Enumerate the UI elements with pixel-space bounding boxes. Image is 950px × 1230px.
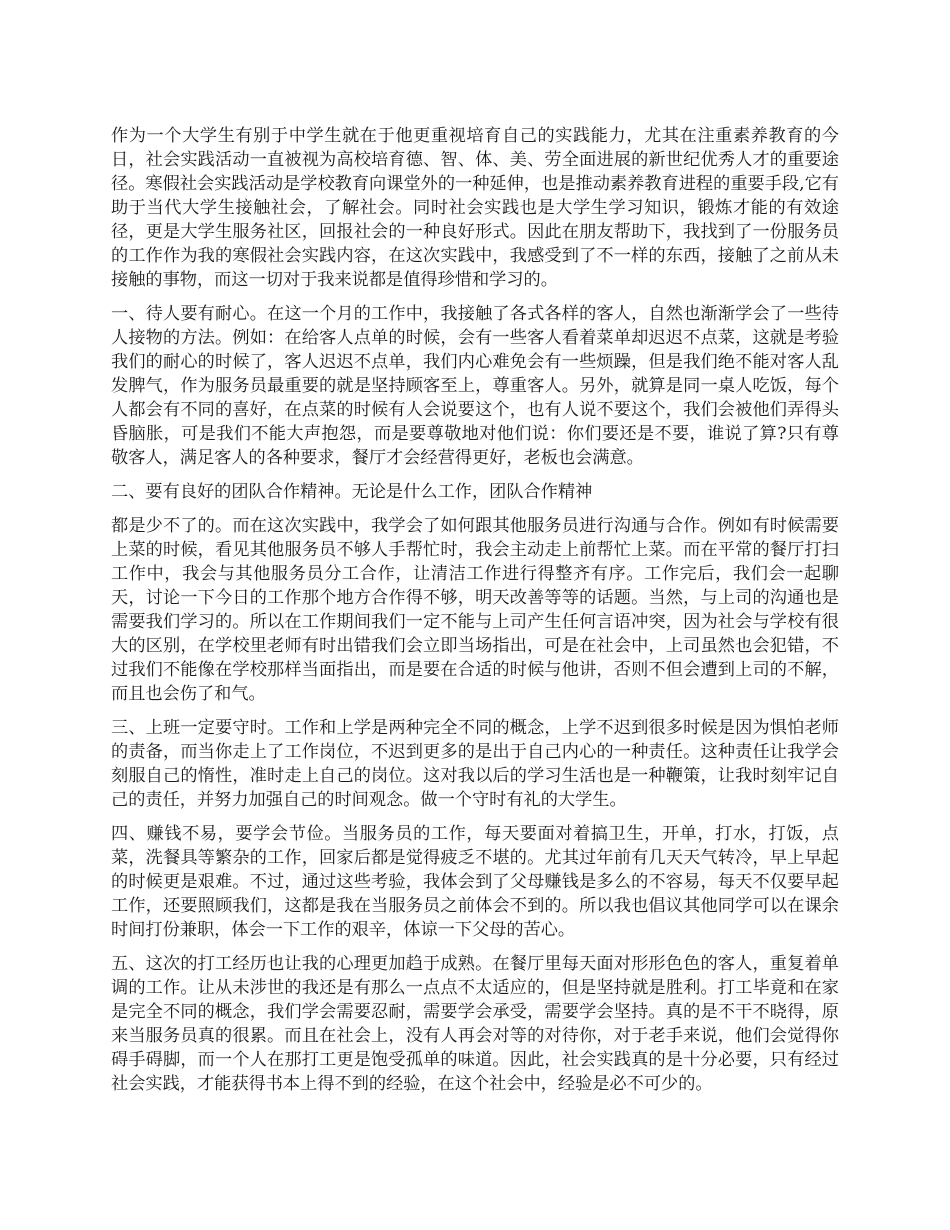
document-body [111, 124, 839, 1106]
paragraph-teamwork: 都是少不了的。而在这次实践中，我学会了如何跟其他服务员进行沟通与合作。例如有时候需要上菜的时候，看见其他服务员不够人手帮忙时，我会主动走上前帮忙上菜。而在平常的餐厅打扫工作中，我会与其他服务员分工合作，让清洁工作进行得整齐有序。工作完后，我们会一起聊天，讨论一下今日的工作那个地方合作得不够，明天改善等等的话题。当然，与上司的沟通也是需要我们学习的。所以在工作期间我们一定不能与上司产生任何言语冲突，因为社会与学校有很大的区别，在学校里老师有时出错我们会立即当场指出，可是在社会中，上司虽然也会犯错，不过我们不能像在学校那样当面指出，而是要在合适的时候与他讲，否则不但会遭到上司的不解，而且也会伤了和气。 [111, 516, 839, 704]
paragraph-maturity: 五、这次的打工经历也让我的心理更加趋于成熟。在餐厅里每天面对形形色色的客人，重复着单调的工作。让从未涉世的我还是有那么一点点不太适应的，但是坚持就是胜利。打工毕竟和在家是完全不同的概念，我们学会需要忍耐，需要学会承受，需要学会坚持。真的是不干不晓得，原来当服务员真的很累。而且在社会上，没有人再会对等的对待你，对于老手来说，他们会觉得你碍手碍脚，而一个人在那打工更是饱受孤单的味道。因此，社会实践真的是十分必要，只有经过社会实践，才能获得书本上得不到的经验，在这个社会中，经验是必不可少的。 [111, 954, 839, 1094]
paragraph-thrift: 四、赚钱不易，要学会节俭。当服务员的工作，每天要面对着搞卫生，开单，打水，打饭，点菜，洗餐具等繁杂的工作，回家后都是觉得疲乏不堪的。尤其过年前有几天天气转冷，早上早起的时候更是艰难。不过，通过这些考验，我体会到了父母赚钱是多么的不容易，每天不仅要早起工作，还要照顾我们，这都是我在当服务员之前体会不到的。所以我也倡议其他同学可以在课余时间打份兼职，体会一下工作的艰辛，体谅一下父母的苦心。 [111, 824, 839, 940]
paragraph-intro: 作为一个大学生有别于中学生就在于他更重视培育自己的实践能力，尤其在注重素养教育的今日，社会实践活动一直被视为高校培育德、智、体、美、劳全面进展的新世纪优秀人才的重要途径。寒假社会实践活动是学校教育向课堂外的一种延伸，也是推动素养教育进程的重要手段,它有助于当代大学生接触社会，了解社会。同时社会实践也是大学生学习知识，锻炼才能的有效途径，更是大学生服务社区，回报社会的一种良好形式。因此在朋友帮助下，我找到了一份服务员的工作作为我的寒假社会实践内容，在这次实践中，我感受到了不一样的东西，接触了之前从未接触的事物，而这一切对于我来说都是值得珍惜和学习的。 [111, 126, 839, 290]
paragraph-patience: 一、待人要有耐心。在这一个月的工作中，我接触了各式各样的客人，自然也渐渐学会了一些待人接物的方法。例如：在给客人点单的时候，会有一些客人看着菜单却迟迟不点菜，这就是考验我们的耐心的时候了，客人迟迟不点单，我们内心难免会有一些烦躁，但是我们绝不能对客人乱发脾气，作为服务员最重要的就是坚持顾客至上，尊重客人。另外，就算是同一桌人吃饭，每个人都会有不同的喜好，在点菜的时候有人会说要这个，也有人说不要这个，我们会被他们弄得头昏脑胀，可是我们不能大声抱怨，而是要尊敬地对他们说：你们要还是不要，谁说了算?只有尊敬客人，满足客人的各种要求，餐厅才会经营得更好，老板也会满意。 [111, 304, 839, 468]
paragraph-punctuality: 三、上班一定要守时。工作和上学是两种完全不同的概念，上学不迟到很多时候是因为惧怕老师的责备，而当你走上了工作岗位，不迟到更多的是出于自己内心的一种责任。这种责任让我学会刻服自己的惰性，准时走上自己的岗位。这对我以后的学习生活也是一种鞭策，让我时刻牢记自己的责任，并努力加强自己的时间观念。做一个守时有礼的大学生。 [111, 718, 839, 810]
paragraph-teamwork-heading: 二、要有良好的团队合作精神。无论是什么工作，团队合作精神 [111, 482, 593, 502]
